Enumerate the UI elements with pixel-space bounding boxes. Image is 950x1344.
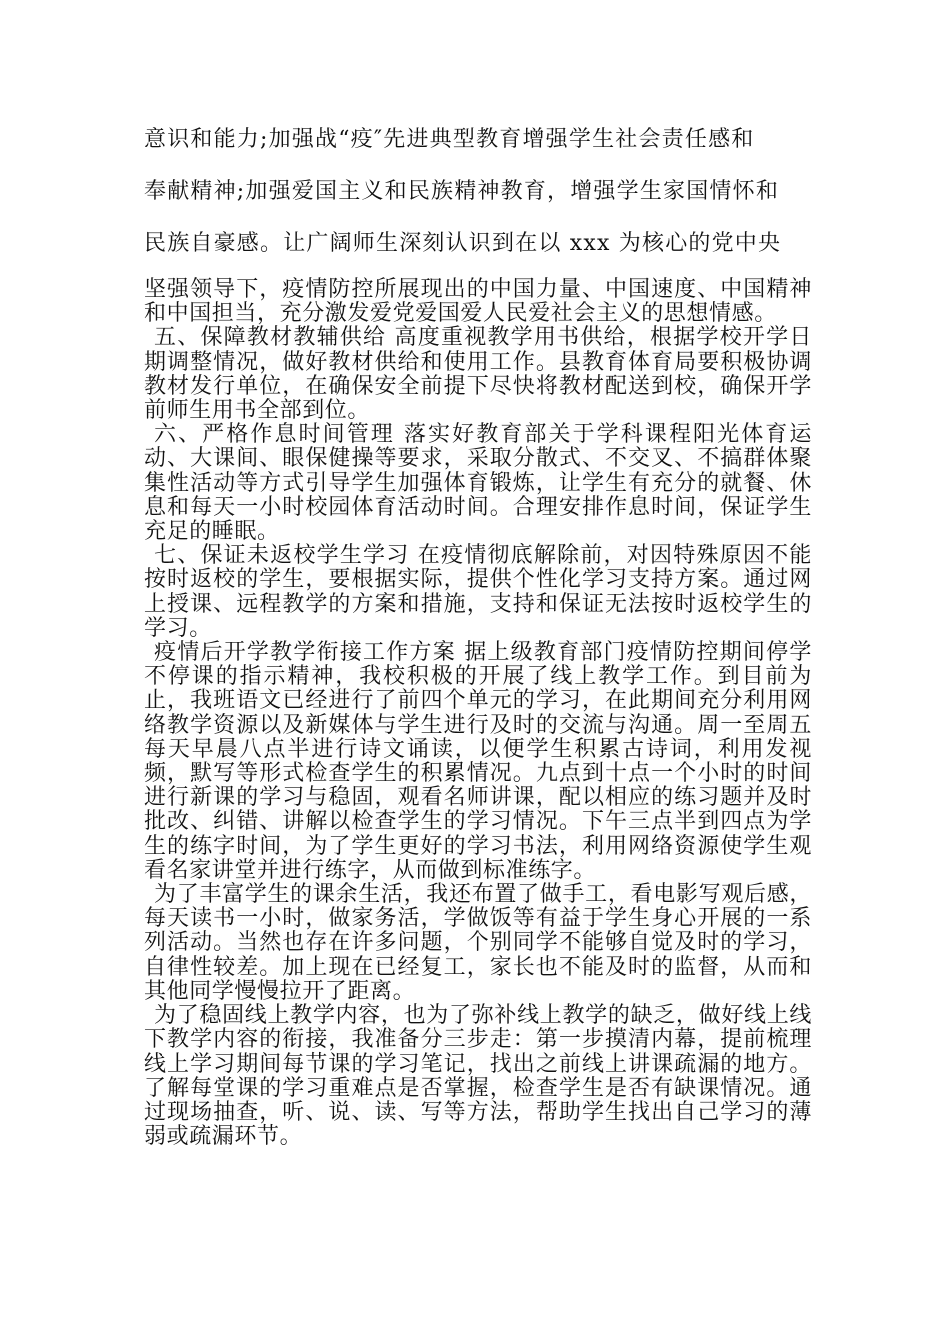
text-line: 民族自豪感。让广阔师生深刻认识到在以 xxx 为核心的党中央: [144, 231, 782, 256]
paragraph-three-steps: 为了稳固线上教学内容，也为了弥补线上教学的缺乏，做好线上线下教学内容的衔接，我准备分三步走：第一步摸清内幕，提前梳理线上学习期间每节课的学习笔记，找出之前线上讲课疏漏的地方。了解每堂课的学习重难点是否掌握，检查学生是否有缺课情况。通过现场抽查，听、说、读、写等方法，帮助学生找出自己学习的薄弱或疏漏环节。: [144, 1003, 812, 1150]
opening-lines: [144, 126, 812, 258]
paragraph-list: [144, 278, 812, 1149]
paragraph-activities: 为了丰富学生的课余生活，我还布置了做手工，看电影写观后感，每天读书一小时，做家务活，学做饭等有益于学生身心开展的一系列活动。当然也存在许多问题，个别同学不能够自觉及时的学习，自律性较差。加上现在已经复工，家长也不能及时的监督，从而和其他同学慢慢拉开了距离。: [144, 882, 812, 1004]
text-line: 奉献精神;加强爱国主义和民族精神教育，增强学生家国情怀和: [144, 179, 780, 204]
paragraph-continuation: 坚强领导下，疫情防控所展现出的中国力量、中国速度、中国精神和中国担当，充分激发爱党爱国爱人民爱社会主义的思想情感。: [144, 277, 812, 327]
paragraph-transition-plan: 疫情后开学教学衔接工作方案 据上级教育部门疫情防控期间停学不停课的指示精神，我校积极的开展了线上教学工作。到目前为止，我班语文已经进行了前四个单元的学习，在此期间充分利用网络教学资源以及新媒体与学生进行及时的交流与沟通。周一至周五每天早晨八点半进行诗文诵读，以便学生积累古诗词，利用发视频，默写等形式检查学生的积累情况。九点到十点一个小时的时间进行新课的学习与稳固，观看名师讲课，配以相应的练习题并及时批改、纠错、讲解以检查学生的学习情况。下午三点半到四点为学生的练字时间，为了学生更好的学习书法，利用网络资源使学生观看名家讲堂并进行练字，从而做到标准练字。: [144, 640, 812, 883]
paragraph-section-six: 六、严格作息时间管理 落实好教育部关于学科课程阳光体育运动、大课间、眼保健操等要求，采取分散式、不交叉、不搞群体聚集性活动等方式引导学生加强体育锻炼，让学生有充分的就餐、休息和每天一小时校园体育活动时间。合理安排作息时间，保证学生充足的睡眠。: [144, 422, 812, 545]
text-line: 意识和能力;加强战“疫″先进典型教育增强学生社会责任感和: [144, 127, 755, 152]
paragraph-section-five: 五、保障教材教辅供给 高度重视教学用书供给，根据学校开学日期调整情况，做好教材供给和使用工作。县教育体育局要积极协调教材发行单位，在确保安全前提下尽快将教材配送到校，确保开学前师生用书全部到位。: [144, 325, 812, 424]
document-body: [144, 126, 812, 1149]
paragraph-section-seven: 七、保证未返校学生学习 在疫情彻底解除前，对因特殊原因不能按时返校的学生，要根据实际，提供个性化学习支持方案。通过网上授课、远程教学的方案和措施，支持和保证无法按时返校学生的学习。: [144, 543, 812, 641]
